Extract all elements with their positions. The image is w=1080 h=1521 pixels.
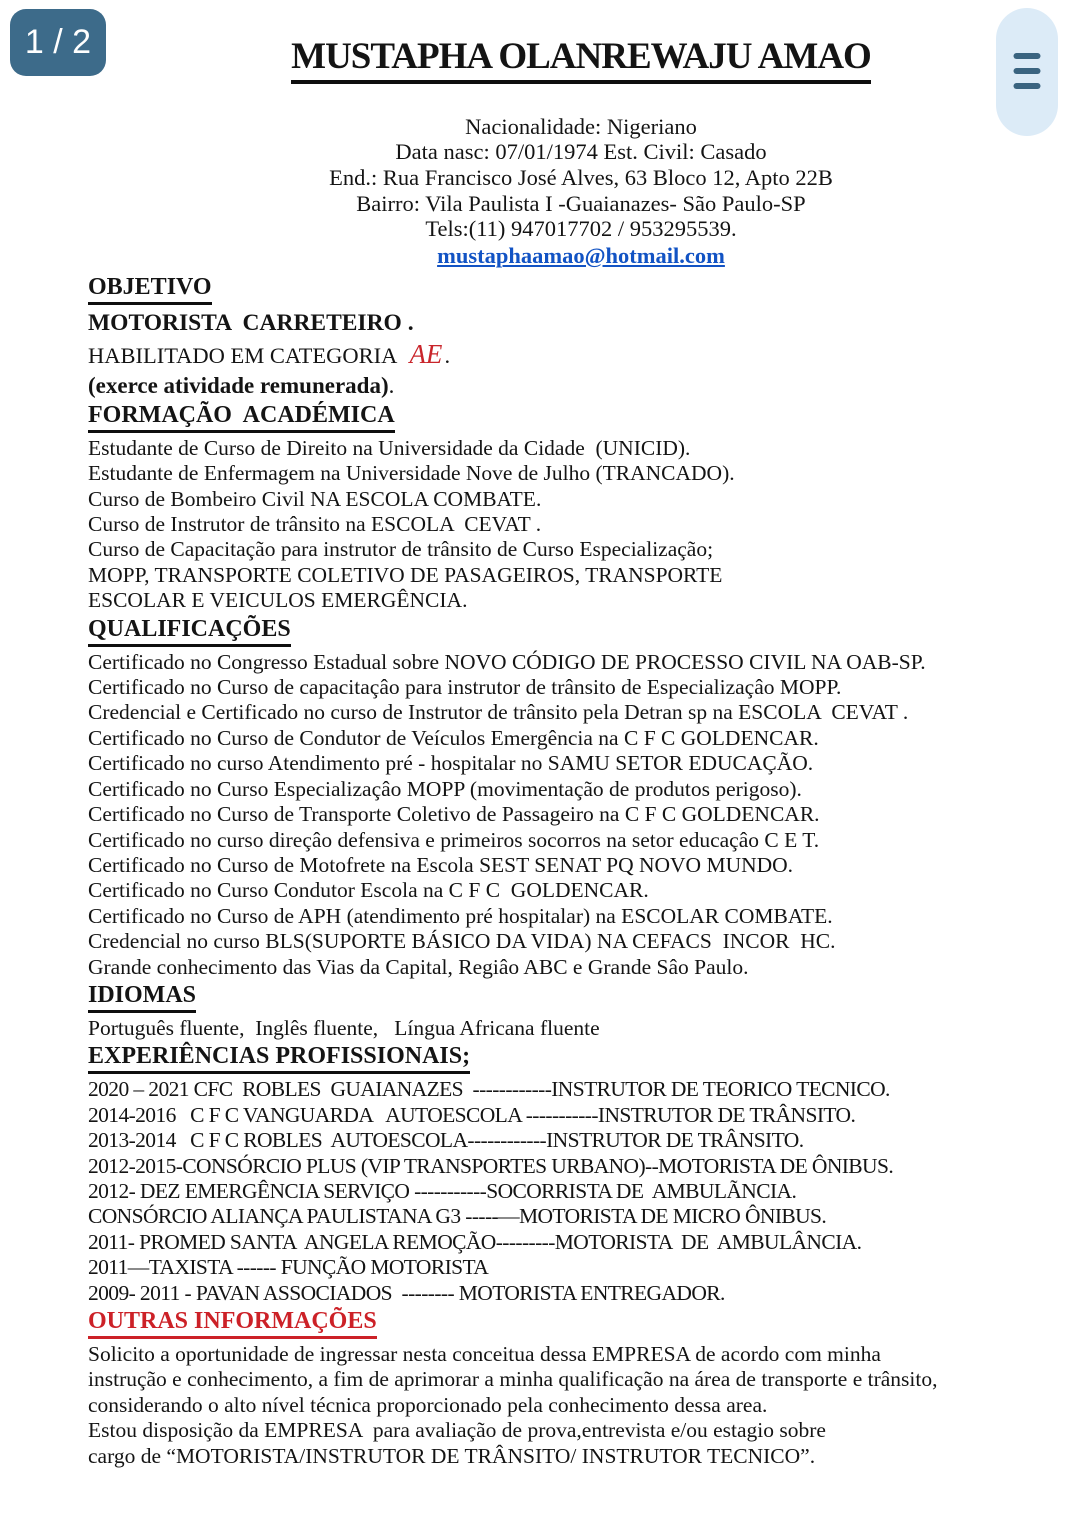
qualificacao-item: Certificado no Curso Especializaçâo MOPP (movimentação de produtos perigoso).	[88, 776, 802, 801]
section-heading-formacao	[88, 402, 1074, 433]
experiencias-list	[88, 1077, 1074, 1306]
qualificacao-item: Credencial no curso BLS(SUPORTE BÁSICO DA VIDA) NA CEFACS INCOR HC.	[88, 929, 836, 954]
qualificacoes-list	[88, 650, 1074, 980]
experiencia-item: 2011- PROMED SANTA ANGELA REMOÇÃO---------MOTORISTA DE AMBULÂNCIA.	[88, 1229, 862, 1254]
formacao-item: MOPP, TRANSPORTE COLETIVO DE PASAGEIROS, TRANSPORTE	[88, 562, 723, 587]
qualificacao-item: Certificado no curso Atendimento pré - hospitalar no SAMU SETOR EDUCAÇÃO.	[88, 751, 814, 776]
hamburger-bar	[1014, 68, 1041, 74]
section-experiencias	[88, 1043, 1074, 1306]
qualificacao-item: Certificado no Curso de Motofrete na Escola SEST SENAT PQ NOVO MUNDO.	[88, 852, 794, 877]
section-heading-text: QUALIFICAÇÕES	[88, 616, 291, 647]
experiencia-item: 2013-2014 C F C ROBLES AUTOESCOLA------------INSTRUTOR DE TRÂNSITO.	[88, 1128, 804, 1153]
section-outras-informacoes	[88, 1308, 1074, 1469]
section-heading-text: OBJETIVO	[88, 274, 212, 305]
section-formacao	[88, 402, 1074, 614]
qualificacao-item: Certificado no curso direçâo defensiva e primeiros socorros na setor educaçâo C E T.	[88, 827, 820, 852]
email-link[interactable]: mustaphaamao@hotmail.com	[437, 242, 725, 268]
document-header	[88, 38, 1074, 272]
section-heading-objetivo	[88, 274, 1074, 305]
section-idiomas	[88, 982, 1074, 1041]
contact-line: Tels:(11) 947017702 / 953295539.	[425, 216, 737, 242]
section-heading-outras	[88, 1308, 1074, 1339]
formacao-item: Curso de Capacitação para instrutor de trânsito de Curso Especialização;	[88, 537, 714, 562]
experiencia-item: 2014-2016 C F C VANGUARDA AUTOESCOLA -----------INSTRUTOR DE TRÂNSITO.	[88, 1102, 856, 1127]
contact-line: Bairro: Vila Paulista I -Guaianazes- São Paulo-SP	[356, 190, 806, 216]
section-qualificacoes	[88, 616, 1074, 980]
formacao-list	[88, 436, 1074, 614]
hamburger-icon	[1014, 53, 1041, 89]
experiencia-item: CONSÓRCIO ALIANÇA PAULISTANA G3 -----—MOTORISTA DE MICRO ÔNIBUS.	[88, 1204, 827, 1229]
page-title	[88, 38, 1074, 84]
qualificacao-item: Certificado no Curso de Condutor de Veículos Emergência na C F C GOLDENCAR.	[88, 725, 819, 750]
qualificacao-item: Credencial e Certificado no curso de Instrutor de trânsito pela Detran sp na ESCOLA CEVAT .	[88, 700, 909, 725]
outras-item: Estou disposição da EMPRESA para avaliação de prova,entrevista e/ou estagio sobre	[88, 1418, 826, 1443]
idiomas-line: Português fluente, Inglês fluente, Língua Africana fluente	[88, 1015, 600, 1040]
qualificacao-item: Certificado no Curso de Transporte Coletivo de Passageiro na C F C GOLDENCAR.	[88, 802, 820, 827]
habilitado-line	[88, 338, 1074, 372]
remunerada-suffix: .	[388, 372, 395, 398]
qualificacao-item: Grande conhecimento das Vias da Capital, Regiâo ABC e Grande Sâo Paulo.	[88, 954, 749, 979]
category-ae-highlight: AE	[409, 338, 443, 369]
experiencia-item: 2012-2015-CONSÓRCIO PLUS (VIP TRANSPORTES URBANO)--MOTORISTA DE ÔNIBUS.	[88, 1153, 894, 1178]
formacao-item: Curso de Bombeiro Civil NA ESCOLA COMBATE.	[88, 486, 542, 511]
habilitado-prefix: HABILITADO EM CATEGORIA	[88, 342, 408, 368]
qualificacao-item: Certificado no Curso de capacitaçâo para instrutor de trânsito de Especializaçâo MOPP.	[88, 675, 842, 700]
section-heading-text: IDIOMAS	[88, 982, 196, 1013]
remunerada-line	[88, 372, 1074, 400]
remunerada-text: (exerce atividade remunerada)	[88, 372, 389, 398]
habilitado-suffix: .	[444, 342, 451, 368]
qualificacao-item: Certificado no Congresso Estadual sobre NOVO CÓDIGO DE PROCESSO CIVIL NA OAB-SP.	[88, 649, 926, 674]
qualificacao-item: Certificado no Curso Condutor Escola na C F C GOLDENCAR.	[88, 878, 649, 903]
outras-list	[88, 1342, 1074, 1469]
formacao-item: ESCOLAR E VEICULOS EMERGÊNCIA.	[88, 588, 468, 613]
outras-item: cargo de “MOTORISTA/INSTRUTOR DE TRÂNSITO/ INSTRUTOR TECNICO”.	[88, 1443, 816, 1468]
objective-role: MOTORISTA CARRETEIRO .	[88, 309, 414, 336]
formacao-item: Curso de Instrutor de trânsito na ESCOLA CEVAT .	[88, 512, 542, 537]
outras-item: Solicito a oportunidade de ingressar nesta conceitua dessa EMPRESA de acordo com minha	[88, 1342, 881, 1366]
qualificacao-item: Certificado no Curso de APH (atendimento pré hospitalar) na ESCOLAR COMBATE.	[88, 903, 833, 928]
section-heading-idiomas	[88, 982, 1074, 1013]
section-heading-experiencias	[88, 1043, 1074, 1074]
page-title-text: MUSTAPHA OLANREWAJU AMAO	[291, 38, 871, 84]
experiencia-item: 2011—TAXISTA ------ FUNÇÃO MOTORISTA	[88, 1255, 489, 1280]
section-heading-text: OUTRAS INFORMAÇÕES	[88, 1308, 377, 1339]
experiencia-item: 2020 – 2021 CFC ROBLES GUAIANAZES ------------INSTRUTOR DE TEORICO TECNICO.	[88, 1077, 890, 1102]
experiencia-item: 2009- 2011 - PAVAN ASSOCIADOS -------- MOTORISTA ENTREGADOR.	[88, 1280, 725, 1305]
page-indicator-label: 1 / 2	[24, 23, 92, 61]
contact-line: Nacionalidade: Nigeriano	[465, 113, 697, 139]
hamburger-bar	[1014, 83, 1041, 89]
contact-line: End.: Rua Francisco José Alves, 63 Bloco 12, Apto 22B	[329, 165, 833, 191]
section-heading-qualificacoes	[88, 616, 1074, 647]
section-heading-text: FORMAÇÃO ACADÉMICA	[88, 402, 395, 433]
formacao-item: Estudante de Enfermagem na Universidade Nove de Julho (TRANCADO).	[88, 461, 735, 486]
contact-line: Data nasc: 07/01/1974 Est. Civil: Casado	[395, 139, 767, 165]
scroll-handle[interactable]	[996, 8, 1058, 136]
contact-block	[88, 114, 1074, 242]
formacao-item: Estudante de Curso de Direito na Universidade da Cidade (UNICID).	[88, 435, 691, 460]
section-objetivo	[88, 274, 1074, 400]
email-row	[88, 243, 1074, 272]
outras-item: considerando o alto nível técnica proporcionado pela conhecimento dessa area.	[88, 1392, 768, 1417]
page-indicator-badge	[10, 9, 106, 76]
outras-item: instrução e conhecimento, a fim de aprimorar a minha qualificação na área de transporte e trânsito,	[88, 1367, 938, 1392]
hamburger-bar	[1014, 53, 1041, 59]
experiencia-item: 2012- DEZ EMERGÊNCIA SERVIÇO -----------SOCORRISTA DE AMBULÃNCIA.	[88, 1178, 797, 1203]
section-heading-text: EXPERIÊNCIAS PROFISSIONAIS;	[88, 1043, 470, 1074]
